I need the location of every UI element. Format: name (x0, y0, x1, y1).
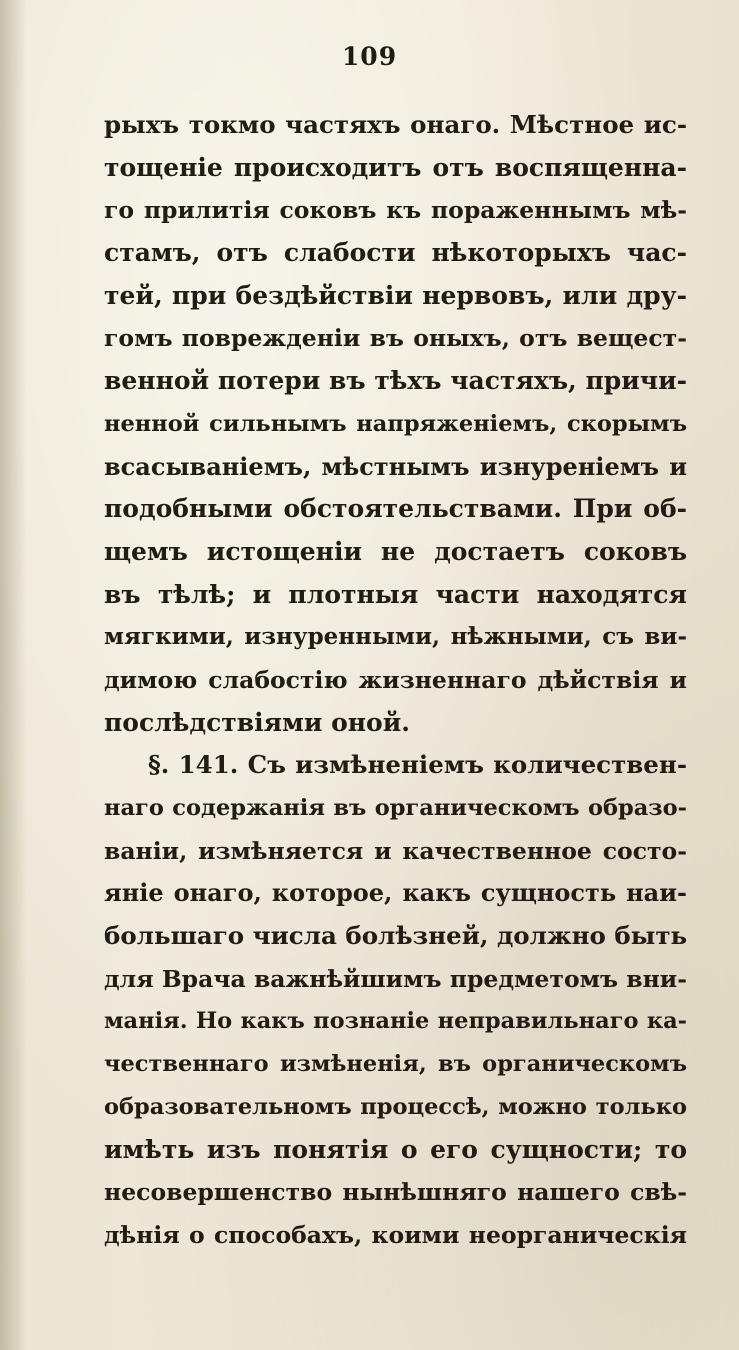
text-line: подобными обстоятельствами. При об- (104, 494, 687, 524)
text-line: яніе онаго, которое, какъ сущность наи- (104, 878, 687, 908)
text-line: образовательномъ процессѣ, можно только (104, 1093, 687, 1120)
binding-shadow (0, 0, 26, 1350)
text-line: тощеніе происходитъ отъ воспященна- (104, 152, 687, 182)
text-line: го прилитія соковъ къ пораженнымъ мѣ- (104, 196, 687, 225)
text-line: всасываніемъ, мѣстнымъ изнуреніемъ и (104, 451, 687, 481)
text-line: наго содержанія въ органическомъ образо- (104, 795, 687, 821)
text-line: мягкими, изнуренными, нѣжными, съ ви- (104, 623, 687, 651)
paragraph-last-line: послѣдствіями оной. (104, 707, 410, 737)
text-line: дѣнія о способахъ, коими неорганическія (104, 1220, 687, 1249)
text-line: тей, при бездѣйствіи нервовъ, или дру- (104, 280, 687, 310)
body-text (104, 104, 687, 1257)
text-line: несовершенство нынѣшняго нашего свѣ- (104, 1178, 687, 1207)
text-line: ненной сильнымъ напряженіемъ, скорымъ (104, 410, 687, 437)
text-line: венной потери въ тѣхъ частяхъ, причи- (104, 366, 687, 396)
text-line: рыхъ токмо частяхъ онаго. Мѣстное ис- (104, 110, 687, 139)
text-line: манія. Но какъ познаніе неправильнаго ка- (104, 1008, 687, 1035)
text-line: стамъ, отъ слабости нѣкоторыхъ час- (104, 238, 687, 268)
text-line: щемъ истощеніи не достаетъ соковъ (104, 536, 687, 566)
text-line: чественнаго измѣненія, въ органическомъ (104, 1051, 687, 1078)
text-line: имѣть изъ понятія о его сущности; то (104, 1134, 687, 1164)
text-line: гомъ поврежденіи въ оныхъ, отъ вещест- (104, 324, 687, 353)
page-number: 109 (341, 42, 398, 71)
text-line: ваніи, измѣняется и качественное состо- (104, 836, 687, 865)
text-line: для Врача важнѣйшимъ предметомъ вни- (104, 964, 687, 993)
section-first-line: §. 141. Съ измѣненіемъ количествен- (148, 750, 687, 780)
text-line: большаго числа болѣзней, должно быть (104, 921, 687, 951)
text-line: въ тѣлѣ; и плотныя части находятся (104, 579, 687, 609)
text-line: димою слабостію жизненнаго дѣйствія и (104, 665, 687, 694)
